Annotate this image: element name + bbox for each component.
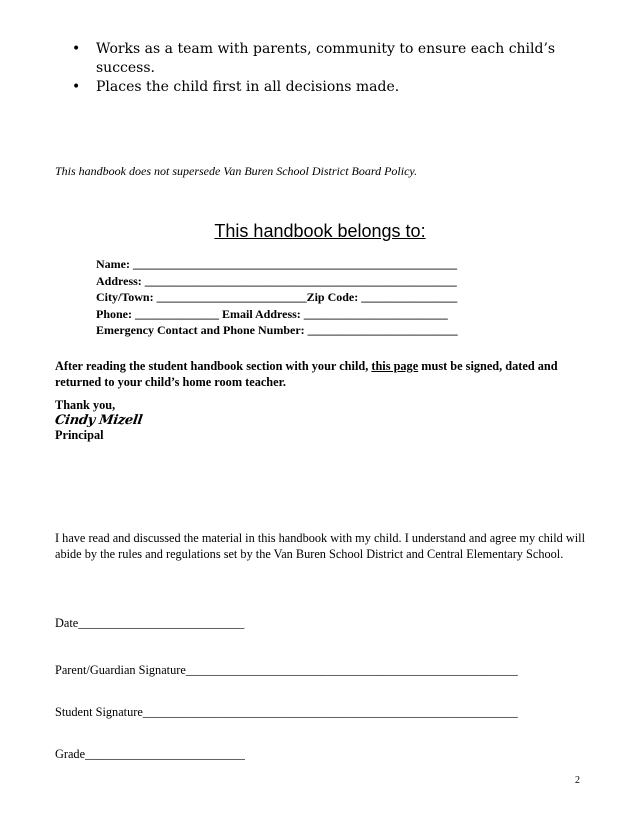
principal-signature xyxy=(55,413,142,428)
return-instruction xyxy=(55,358,585,390)
policy-disclaimer: This handbook does not supersede Van Buren School District Board Policy. xyxy=(55,164,418,178)
instruction-text-end: must be signed, dated and returned to your child’s home room teacher. xyxy=(55,359,558,389)
grade-field[interactable]: Grade__________________________ xyxy=(55,747,245,761)
agreement-statement: I have read and discussed the material in this handbook with my child. I understand and agree my child will abide by the rules and regulations set by the Van Buren School District and Central Elementary School. xyxy=(55,531,585,561)
owner-info-form xyxy=(96,256,458,339)
list-item xyxy=(70,40,590,78)
belongs-to-heading-text: This handbook belongs to: xyxy=(214,221,426,241)
student-signature-field[interactable]: Student Signature_____________________________________________________________ xyxy=(55,705,518,719)
instruction-text: After reading the student handbook section with your child, xyxy=(55,359,372,373)
belongs-to-heading xyxy=(0,221,638,242)
emergency-contact-field[interactable]: Emergency Contact and Phone Number: _________________________ xyxy=(96,323,458,337)
page-number: 2 xyxy=(575,775,580,786)
phone-email-field[interactable]: Phone: ______________ Email Address: ________________________ xyxy=(96,306,448,321)
bullet-text: Works as a team with parents, community to ensure each child’s success. xyxy=(96,41,556,76)
bullet-list xyxy=(70,40,590,97)
signature-script: Cindy Mizell xyxy=(53,413,144,428)
parent-signature-field[interactable]: Parent/Guardian Signature______________________________________________________ xyxy=(55,663,518,677)
thanks-text: Thank you, xyxy=(55,398,116,412)
date-field[interactable]: Date___________________________ xyxy=(55,616,245,630)
bullet-icon: • xyxy=(72,41,81,57)
bullet-text: Places the child first in all decisions made. xyxy=(96,79,400,95)
city-zip-field[interactable]: City/Town: _________________________Zip Code: ________________ xyxy=(96,290,458,304)
principal-title: Principal xyxy=(55,428,104,442)
instruction-emphasis: this page xyxy=(371,359,419,373)
name-field[interactable]: Name: ______________________________________________________ xyxy=(96,257,457,271)
address-field[interactable]: Address: ____________________________________________________ xyxy=(96,273,457,288)
list-item xyxy=(70,78,590,97)
closing-block xyxy=(55,398,142,443)
bullet-icon: • xyxy=(72,79,81,95)
